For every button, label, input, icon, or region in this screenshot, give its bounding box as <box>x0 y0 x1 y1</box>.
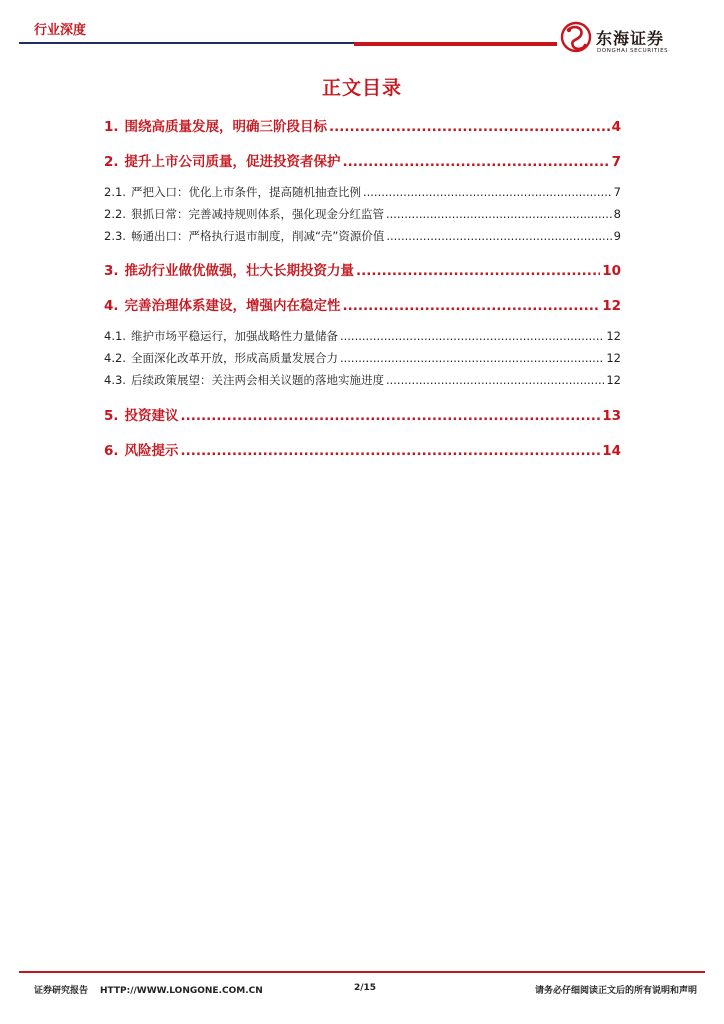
toc-entry-2-1[interactable] <box>104 184 621 200</box>
toc-entry-number: 5. <box>104 408 119 424</box>
report-type-label: 证券研究报告 <box>34 986 89 996</box>
page-indicator: 2/15 <box>354 983 377 993</box>
toc-leader-dots <box>340 329 604 343</box>
toc-entry-page: 4 <box>611 119 621 135</box>
toc-leader-dots <box>386 229 611 243</box>
toc-entry-4-3[interactable] <box>104 372 621 388</box>
toc-entry-number: 4. <box>104 298 119 314</box>
toc-entry-page: 10 <box>602 263 621 279</box>
header-rule-dark <box>19 42 354 44</box>
footer-rule <box>19 971 705 973</box>
toc-entry-page: 7 <box>613 185 621 199</box>
dragon-seal-icon <box>559 20 593 56</box>
toc-entry-4[interactable] <box>104 294 621 314</box>
logo-chinese-name: 东海证券 <box>596 29 665 48</box>
toc-entry-text: 完善治理体系建设，增强内在稳定性 <box>124 298 341 314</box>
toc-leader-dots <box>340 351 604 365</box>
header-rule-red <box>354 42 557 46</box>
toc-leader-dots <box>343 154 610 170</box>
toc-entry-text: 投资建议 <box>124 408 179 424</box>
toc-entry-page: 12 <box>606 351 621 365</box>
toc-entry-text: 畅通出口：严格执行退市制度，削减“壳”资源价值 <box>130 229 385 243</box>
toc-entry-number: 1. <box>104 119 119 135</box>
toc-entry-3[interactable] <box>104 259 621 279</box>
toc-entry-text: 风险提示 <box>124 443 179 459</box>
toc-leader-dots <box>386 373 604 387</box>
footer-left <box>34 983 263 996</box>
toc-entry-page: 8 <box>613 207 621 221</box>
toc-entry-2[interactable] <box>104 150 621 170</box>
toc-entry-2-2[interactable] <box>104 206 621 222</box>
toc-leader-dots <box>343 298 601 314</box>
toc-entry-6[interactable] <box>104 439 621 459</box>
toc-entry-page: 7 <box>611 154 621 170</box>
website-link[interactable]: HTTP://WWW.LONGONE.COM.CN <box>100 986 263 996</box>
toc-entry-number: 2.2. <box>104 207 126 221</box>
toc-entry-number: 4.3. <box>104 373 126 387</box>
toc-entry-text: 围绕高质量发展，明确三阶段目标 <box>124 119 328 135</box>
toc-entry-page: 9 <box>613 229 621 243</box>
toc-entry-text: 全面深化改革开放，形成高质量发展合力 <box>130 351 338 365</box>
toc-entry-page: 12 <box>602 298 621 314</box>
toc-title: 正文目录 <box>321 77 402 99</box>
toc-entry-text: 严把入口：优化上市条件，提高随机抽查比例 <box>130 185 361 199</box>
section-tag: 行业深度 <box>34 23 87 38</box>
toc-entry-number: 2.3. <box>104 229 126 243</box>
toc-entry-number: 6. <box>104 443 119 459</box>
toc-entry-page: 12 <box>606 329 621 343</box>
toc-entry-1[interactable] <box>104 115 621 135</box>
toc-entry-4-1[interactable] <box>104 328 621 344</box>
toc-entry-2-3[interactable] <box>104 228 621 244</box>
toc-entry-text: 提升上市公司质量，促进投资者保护 <box>124 154 341 170</box>
toc-entry-page: 13 <box>602 408 621 424</box>
footer-disclaimer: 请务必仔细阅读正文后的所有说明和声明 <box>534 986 697 996</box>
toc-leader-dots <box>329 119 610 135</box>
toc-entry-number: 2. <box>104 154 119 170</box>
toc-entry-number: 3. <box>104 263 119 279</box>
toc-entry-text: 维护市场平稳运行，加强战略性力量储备 <box>130 329 338 343</box>
logo-english-name: DONGHAI SECURITIES <box>597 48 669 54</box>
toc-entry-text: 推动行业做优做强，壮大长期投资力量 <box>124 263 355 279</box>
toc-entry-number: 4.1. <box>104 329 126 343</box>
toc-entry-text: 狠抓日常：完善减持规则体系，强化现金分红监管 <box>130 207 384 221</box>
toc-entry-page: 14 <box>602 443 621 459</box>
company-logo <box>559 20 679 60</box>
toc-leader-dots <box>386 207 612 221</box>
toc-leader-dots <box>181 408 601 424</box>
toc-entry-5[interactable] <box>104 404 621 424</box>
toc-leader-dots <box>181 443 601 459</box>
toc-leader-dots <box>363 185 612 199</box>
toc-entry-number: 2.1. <box>104 185 126 199</box>
toc-entry-text: 后续政策展望：关注两会相关议题的落地实施进度 <box>130 373 384 387</box>
toc-entry-4-2[interactable] <box>104 350 621 366</box>
toc-leader-dots <box>356 263 600 279</box>
toc-entry-page: 12 <box>606 373 621 387</box>
toc-entry-number: 4.2. <box>104 351 126 365</box>
